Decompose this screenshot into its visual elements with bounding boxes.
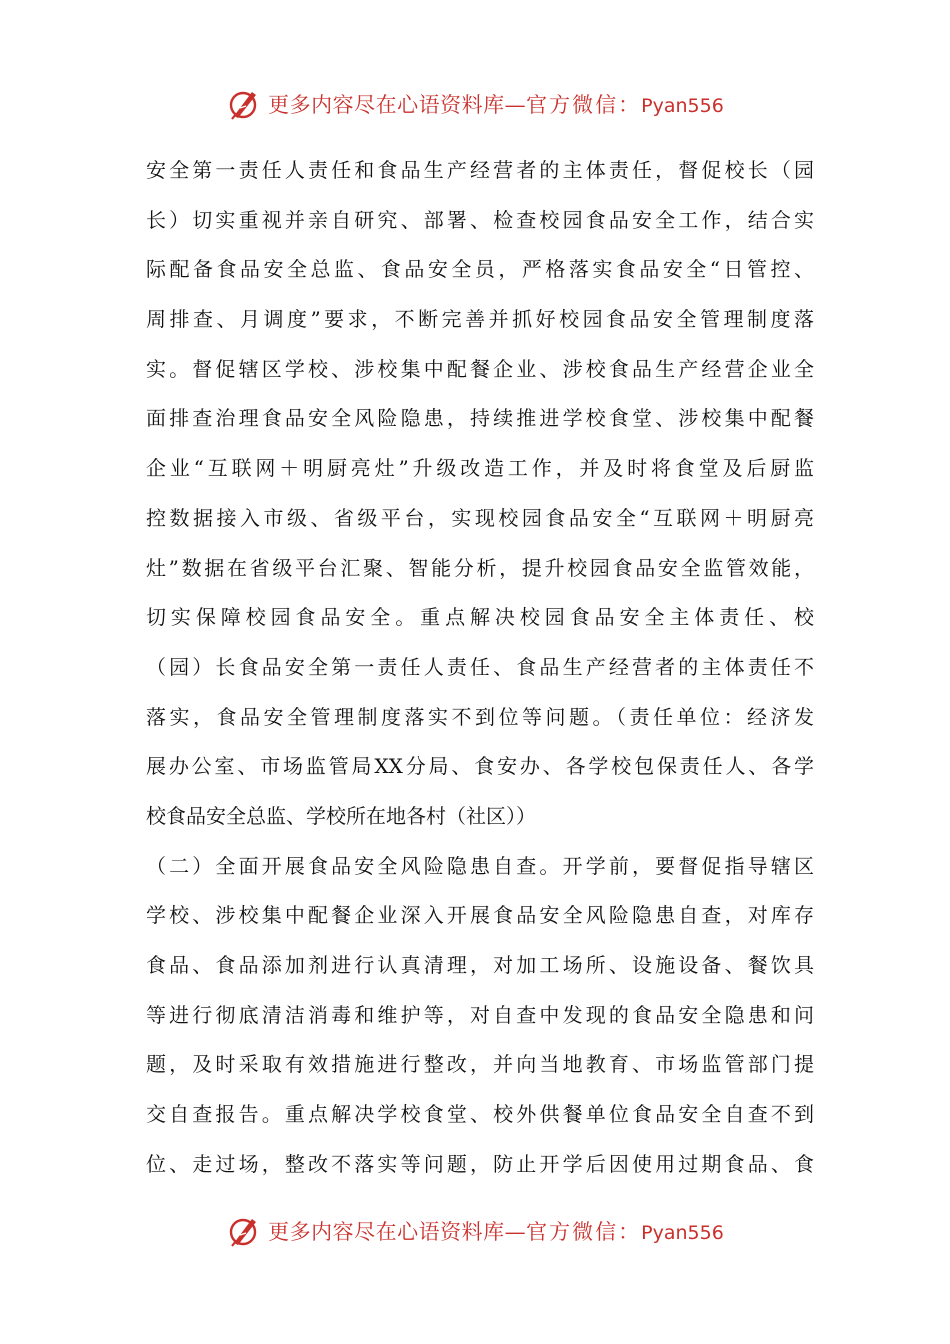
banner-wechat-label: 官方微信： xyxy=(526,1220,642,1244)
text-line: 题，及时采取有效措施进行整改，并向当地教育、市场监管部门提 xyxy=(146,1052,814,1077)
text-line: 学校、涉校集中配餐企业深入开展食品安全风险隐患自查，对库存 xyxy=(146,903,814,928)
banner-wechat-id: Pyan556 xyxy=(641,1222,724,1244)
text-line: 等进行彻底清洁消毒和维护等，对自查中发现的食品安全隐患和问 xyxy=(146,1002,814,1027)
footer-banner xyxy=(0,1211,950,1251)
text-line: 周排查、月调度”要求，不断完善并抓好校园食品安全管理制度落 xyxy=(146,307,814,332)
banner-main-text: 更多内容尽在心语资料库 xyxy=(268,1220,505,1244)
text-line: 交自查报告。重点解决学校食堂、校外供餐单位食品安全自查不到 xyxy=(146,1102,814,1127)
text-line: 灶”数据在省级平台汇聚、智能分析，提升校园食品安全监管效能， xyxy=(146,555,814,580)
banner-wechat-label: 官方微信： xyxy=(526,93,642,117)
quill-pen-circle-icon xyxy=(226,86,262,122)
text-line: 长）切实重视并亲自研究、部署、检查校园食品安全工作，结合实 xyxy=(146,207,814,232)
text-line: 企业“互联网＋明厨亮灶”升级改造工作，并及时将食堂及后厨监 xyxy=(146,456,814,481)
text-line: 落实，食品安全管理制度落实不到位等问题。（责任单位：经济发 xyxy=(146,704,814,729)
footer-banner-text xyxy=(268,1216,724,1246)
text-line: （二）全面开展食品安全风险隐患自查。开学前，要督促指导辖区 xyxy=(146,853,814,878)
text-line: 安全第一责任人责任和食品生产经营者的主体责任，督促校长（园 xyxy=(146,158,814,182)
text-line: 切实保障校园食品安全。重点解决校园食品安全主体责任、校 xyxy=(146,605,814,630)
document-body xyxy=(146,146,814,1189)
banner-dash: — xyxy=(504,93,527,117)
text-line: 位、走过场，整改不落实等问题，防止开学后因使用过期食品、食 xyxy=(146,1151,814,1176)
header-banner-text xyxy=(268,89,724,119)
header-banner xyxy=(0,84,950,124)
banner-wechat-id: Pyan556 xyxy=(641,95,724,117)
text-line: 校食品安全总监、学校所在地各村（社区）） xyxy=(146,803,536,828)
text-line: 面排查治理食品安全风险隐患，持续推进学校食堂、涉校集中配餐 xyxy=(146,406,814,431)
text-line: （园）长食品安全第一责任人责任、食品生产经营者的主体责任不 xyxy=(146,654,814,679)
text-line: 控数据接入市级、省级平台，实现校园食品安全“互联网＋明厨亮 xyxy=(146,505,814,530)
banner-main-text: 更多内容尽在心语资料库 xyxy=(268,93,505,117)
quill-pen-circle-icon xyxy=(226,1213,262,1249)
text-line: 展办公室、市场监管局XX分局、食安办、各学校包保责任人、各学 xyxy=(146,754,814,779)
text-line: 实。督促辖区学校、涉校集中配餐企业、涉校食品生产经营企业全 xyxy=(146,356,814,381)
text-line: 食品、食品添加剂进行认真清理，对加工场所、设施设备、餐饮具 xyxy=(146,953,814,977)
banner-dash: — xyxy=(504,1220,527,1244)
text-line: 际配备食品安全总监、食品安全员，严格落实食品安全“日管控、 xyxy=(146,257,814,282)
